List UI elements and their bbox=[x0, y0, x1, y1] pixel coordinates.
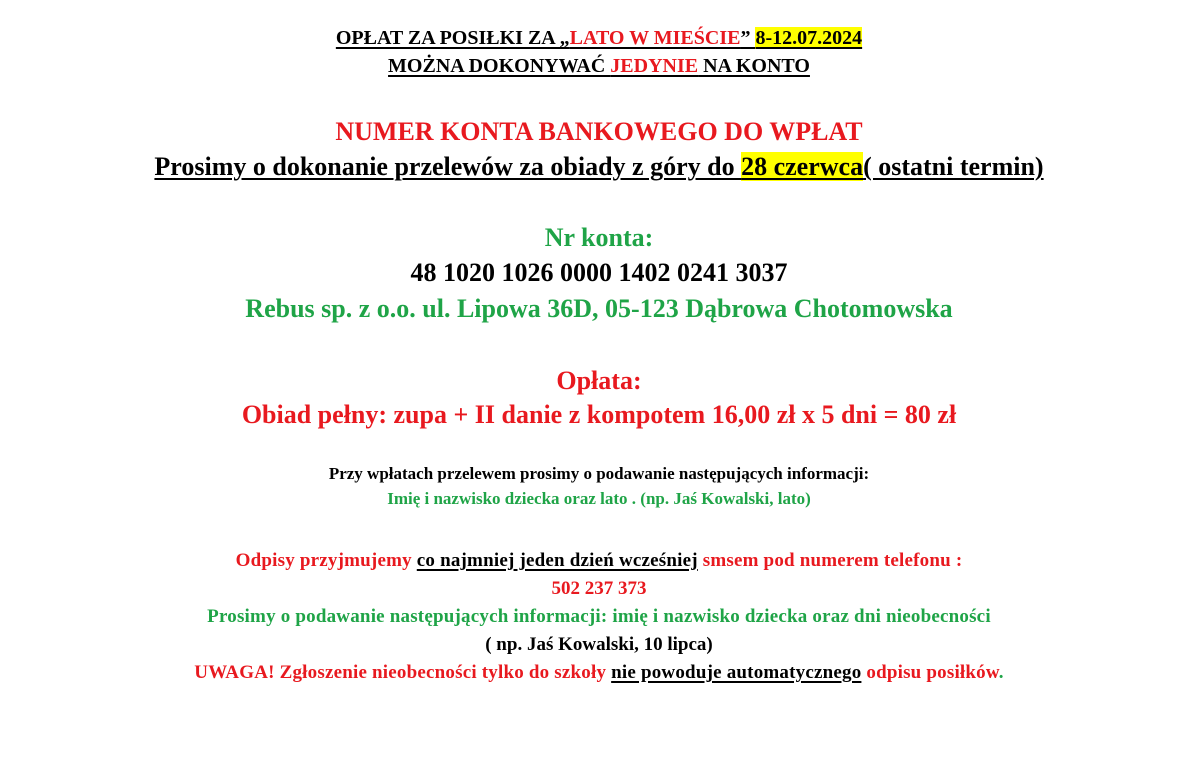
transfer-info-instruction: Przy wpłatach przelewem prosimy o podawanie następujących informacji: bbox=[328, 464, 870, 483]
warning-emphasis: nie powoduje automatycznego bbox=[611, 662, 862, 683]
warning-text-2: odpisu posiłków bbox=[861, 662, 999, 683]
fee-description: Obiad pełny: zupa + II danie z kompotem 16,00 zł x 5 dni = 80 zł bbox=[241, 400, 957, 429]
deadline-date: 28 czerwca bbox=[741, 152, 864, 181]
program-name: LATO W MIEŚCIE bbox=[569, 27, 741, 49]
program-dates: 8-12.07.2024 bbox=[755, 27, 863, 49]
account-section-title: NUMER KONTA BANKOWEGO DO WPŁAT bbox=[335, 117, 863, 146]
absence-text-2: smsem pod numerem telefonu : bbox=[697, 550, 963, 571]
warning-text-1: UWAGA! Zgłoszenie nieobecności tylko do szkoły bbox=[194, 662, 612, 683]
transfer-info-example: Imię i nazwisko dziecka oraz lato . (np. Jaś Kowalski, lato) bbox=[387, 489, 811, 508]
account-recipient: Rebus sp. z o.o. ul. Lipowa 36D, 05-123 Dąbrowa Chotomowska bbox=[245, 294, 953, 323]
account-number-label: Nr konta: bbox=[544, 223, 654, 252]
absence-info-example: ( np. Jaś Kowalski, 10 lipca) bbox=[485, 634, 713, 655]
warning-end-period: . bbox=[998, 662, 1004, 683]
absence-phone-number: 502 237 373 bbox=[551, 578, 647, 599]
header-text-2: ” bbox=[740, 27, 756, 49]
deadline-line bbox=[0, 150, 1198, 184]
absence-warning-line bbox=[0, 660, 1198, 686]
fee-label: Opłata: bbox=[556, 366, 642, 395]
absence-info-instruction: Prosimy o podawanie następujących informacji: imię i nazwisko dziecka oraz dni nieobecności bbox=[207, 606, 991, 627]
absence-notice-line bbox=[0, 548, 1198, 574]
payment-method-emphasis: JEDYNIE bbox=[610, 55, 699, 77]
header-text-1: OPŁAT ZA POSIŁKI ZA „ bbox=[335, 27, 570, 49]
absence-text-1: Odpisy przyjmujemy bbox=[235, 550, 417, 571]
payment-method-text-1: MOŻNA DOKONYWAĆ bbox=[388, 55, 611, 77]
account-number: 48 1020 1026 0000 1402 0241 3037 bbox=[410, 258, 788, 287]
deadline-text-2: ( ostatni termin) bbox=[863, 152, 1044, 181]
header-payment-method-line bbox=[0, 52, 1198, 80]
absence-deadline: co najmniej jeden dzień wcześniej bbox=[416, 550, 698, 571]
deadline-text-1: Prosimy o dokonanie przelewów za obiady z góry do bbox=[154, 152, 742, 181]
payment-method-text-2: NA KONTO bbox=[698, 55, 810, 77]
header-title-line bbox=[0, 24, 1198, 52]
